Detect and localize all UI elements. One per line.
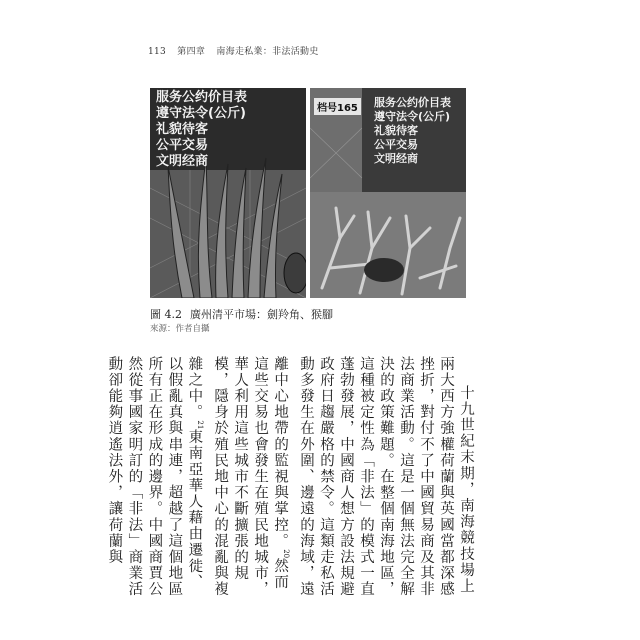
text-line-first: 十九世紀末期，南海競技場上兩大西	[438, 356, 474, 595]
price-sign-right: 服务公约价目表 遵守法令(公斤) 礼貌待客 公平交易 文明经商	[374, 96, 451, 165]
paragraph-text	[104, 356, 476, 606]
market-photo-right	[310, 88, 466, 298]
footnote-marker: 20	[282, 549, 290, 559]
figure-number: 圖 4.2	[150, 308, 182, 321]
stall-tag: 档号165	[314, 98, 361, 115]
text-segment: 東南亞華人藉由遷徙、以假亂真與串連，超越了這個地區所有正在形成的邊界。中國商賈公然從事國家明訂的「非法」商業活動卻能夠逍遙法外，讓荷蘭與	[106, 356, 203, 598]
footnote-marker: 21	[196, 420, 205, 430]
market-photo-left	[150, 88, 306, 298]
chapter-label: 第四章	[177, 47, 206, 57]
text-segment: 然而這些交易也會發生在殖民地城市，華人利用這些城市不斷擴張的規模，隱身於殖民地中心的混亂與複雜之中。	[186, 356, 289, 598]
body-paragraph	[106, 356, 476, 606]
figure-source: 來源：作者自攝	[150, 324, 210, 334]
chapter-title: 南海走私業：非法活動史	[216, 47, 319, 57]
page-number: 113	[148, 47, 167, 57]
figure-title: 廣州清平市場：劍羚角、猴腳	[190, 308, 333, 321]
running-header	[148, 44, 327, 57]
figure-caption	[150, 306, 333, 322]
price-sign-left: 服务公约价目表 遵守法令(公斤) 礼貌待客 公平交易 文明经商	[156, 90, 248, 169]
text-segment: 方強權荷蘭與英國當都深感挫折，對付不了中國貿易商及其非法商業活動。這是一個無法完全解決的政策難題。在整個南海地區，這種被定性為「非法」的模式一直蓬勃發展，中國商人想方設法規避政府日趨嚴格的禁令。這類走私活動多發生在外圍、邊遠的海域，遠離中心地帶的監視與掌控。	[272, 356, 454, 598]
